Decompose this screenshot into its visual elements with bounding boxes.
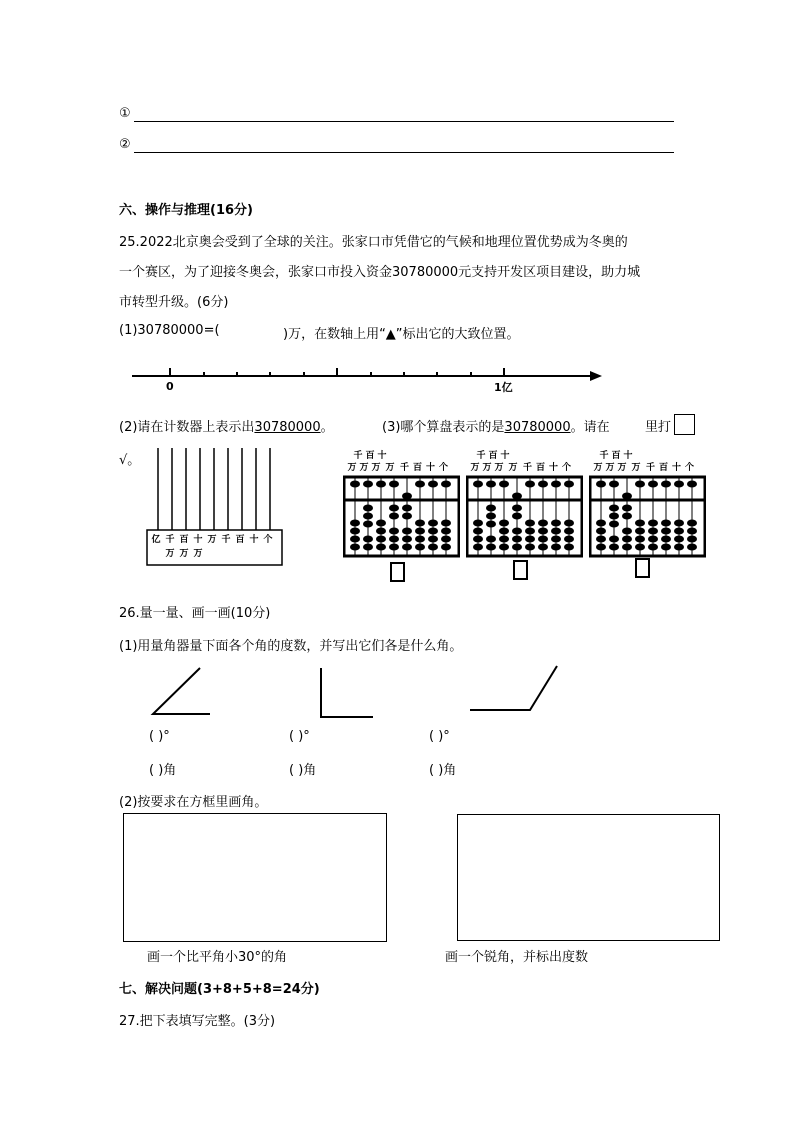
angle-3-degree-blank[interactable]: ( )° (429, 729, 450, 744)
answer-line-2[interactable] (134, 152, 674, 153)
abacus-2: 千 百 十 万 万 万 万 千 百 十 个 (466, 446, 583, 582)
abacus-3-checkbox[interactable] (635, 558, 650, 578)
drawing-box-1-caption: 画一个比平角小30°的角 (147, 950, 288, 965)
q25-part2: (2)请在计数器上表示出30780000。 (119, 420, 334, 435)
angle-3-type-blank[interactable]: ( )角 (429, 763, 457, 778)
section-6-heading: 六、操作与推理(16分) (119, 203, 253, 218)
blank-label-2: ② (119, 137, 131, 152)
drawing-box-2[interactable] (457, 814, 720, 941)
drawing-box-2-caption: 画一个锐角，并标出度数 (445, 950, 589, 965)
section-7-heading: 七、解决问题(3+8+5+8=24分) (119, 982, 320, 997)
angles-figure (140, 660, 570, 722)
q26-title: 26.量一量、画一画(10分) (119, 606, 271, 621)
abacus-2-checkbox[interactable] (513, 560, 528, 580)
q25-part3-mark: 里打 (645, 420, 672, 435)
answer-line-1[interactable] (134, 121, 674, 122)
counter[interactable]: 亿 千 百 十 万 千 百 十 个 万 万 万 (146, 448, 283, 566)
q25-part3: (3)哪个算盘表示的是30780000。请在 (382, 420, 610, 435)
abacus-3: 千 百 十 万 万 万 万 千 百 十 个 (589, 446, 706, 582)
q25-part1-prefix: (1)30780000=( (119, 323, 220, 338)
q27-title: 27.把下表填写完整。(3分) (119, 1014, 276, 1029)
q25-part1-suffix: )万，在数轴上用“▲”标出它的大致位置。 (283, 327, 520, 342)
q25-part3-tail: √。 (119, 453, 141, 468)
angle-2 (321, 668, 373, 717)
angle-1-degree-blank[interactable]: ( )° (149, 729, 170, 744)
q25-line-2: 一个赛区，为了迎接冬奥会，张家口市投入资金30780000元支持开发区项目建设，助力城 (119, 265, 641, 280)
angle-1-type-blank[interactable]: ( )角 (149, 763, 177, 778)
q25-line-3: 市转型升级。(6分) (119, 295, 229, 310)
angle-3 (470, 666, 557, 710)
blank-label-1: ① (119, 106, 131, 121)
q26-part1: (1)用量角器量下面各个角的度数，并写出它们各是什么角。 (119, 639, 463, 654)
angle-2-degree-blank[interactable]: ( )° (289, 729, 310, 744)
axis-end-label: 1亿 (494, 381, 513, 394)
abacus-1-checkbox[interactable] (390, 562, 405, 582)
number-line[interactable] (126, 360, 606, 396)
axis-zero-label: 0 (166, 380, 174, 393)
drawing-box-1[interactable] (123, 813, 387, 942)
q26-part2: (2)按要求在方框里画角。 (119, 795, 268, 810)
q25-line-1: 25.2022北京奥会受到了全球的关注。张家口市凭借它的气候和地理位置优势成为冬奥的 (119, 235, 628, 250)
abacus-1: 千 百 十 万 万 万 万 千 百 十 个 (343, 446, 460, 582)
angle-1 (153, 668, 210, 714)
angle-2-type-blank[interactable]: ( )角 (289, 763, 317, 778)
check-box-sample (674, 414, 695, 435)
